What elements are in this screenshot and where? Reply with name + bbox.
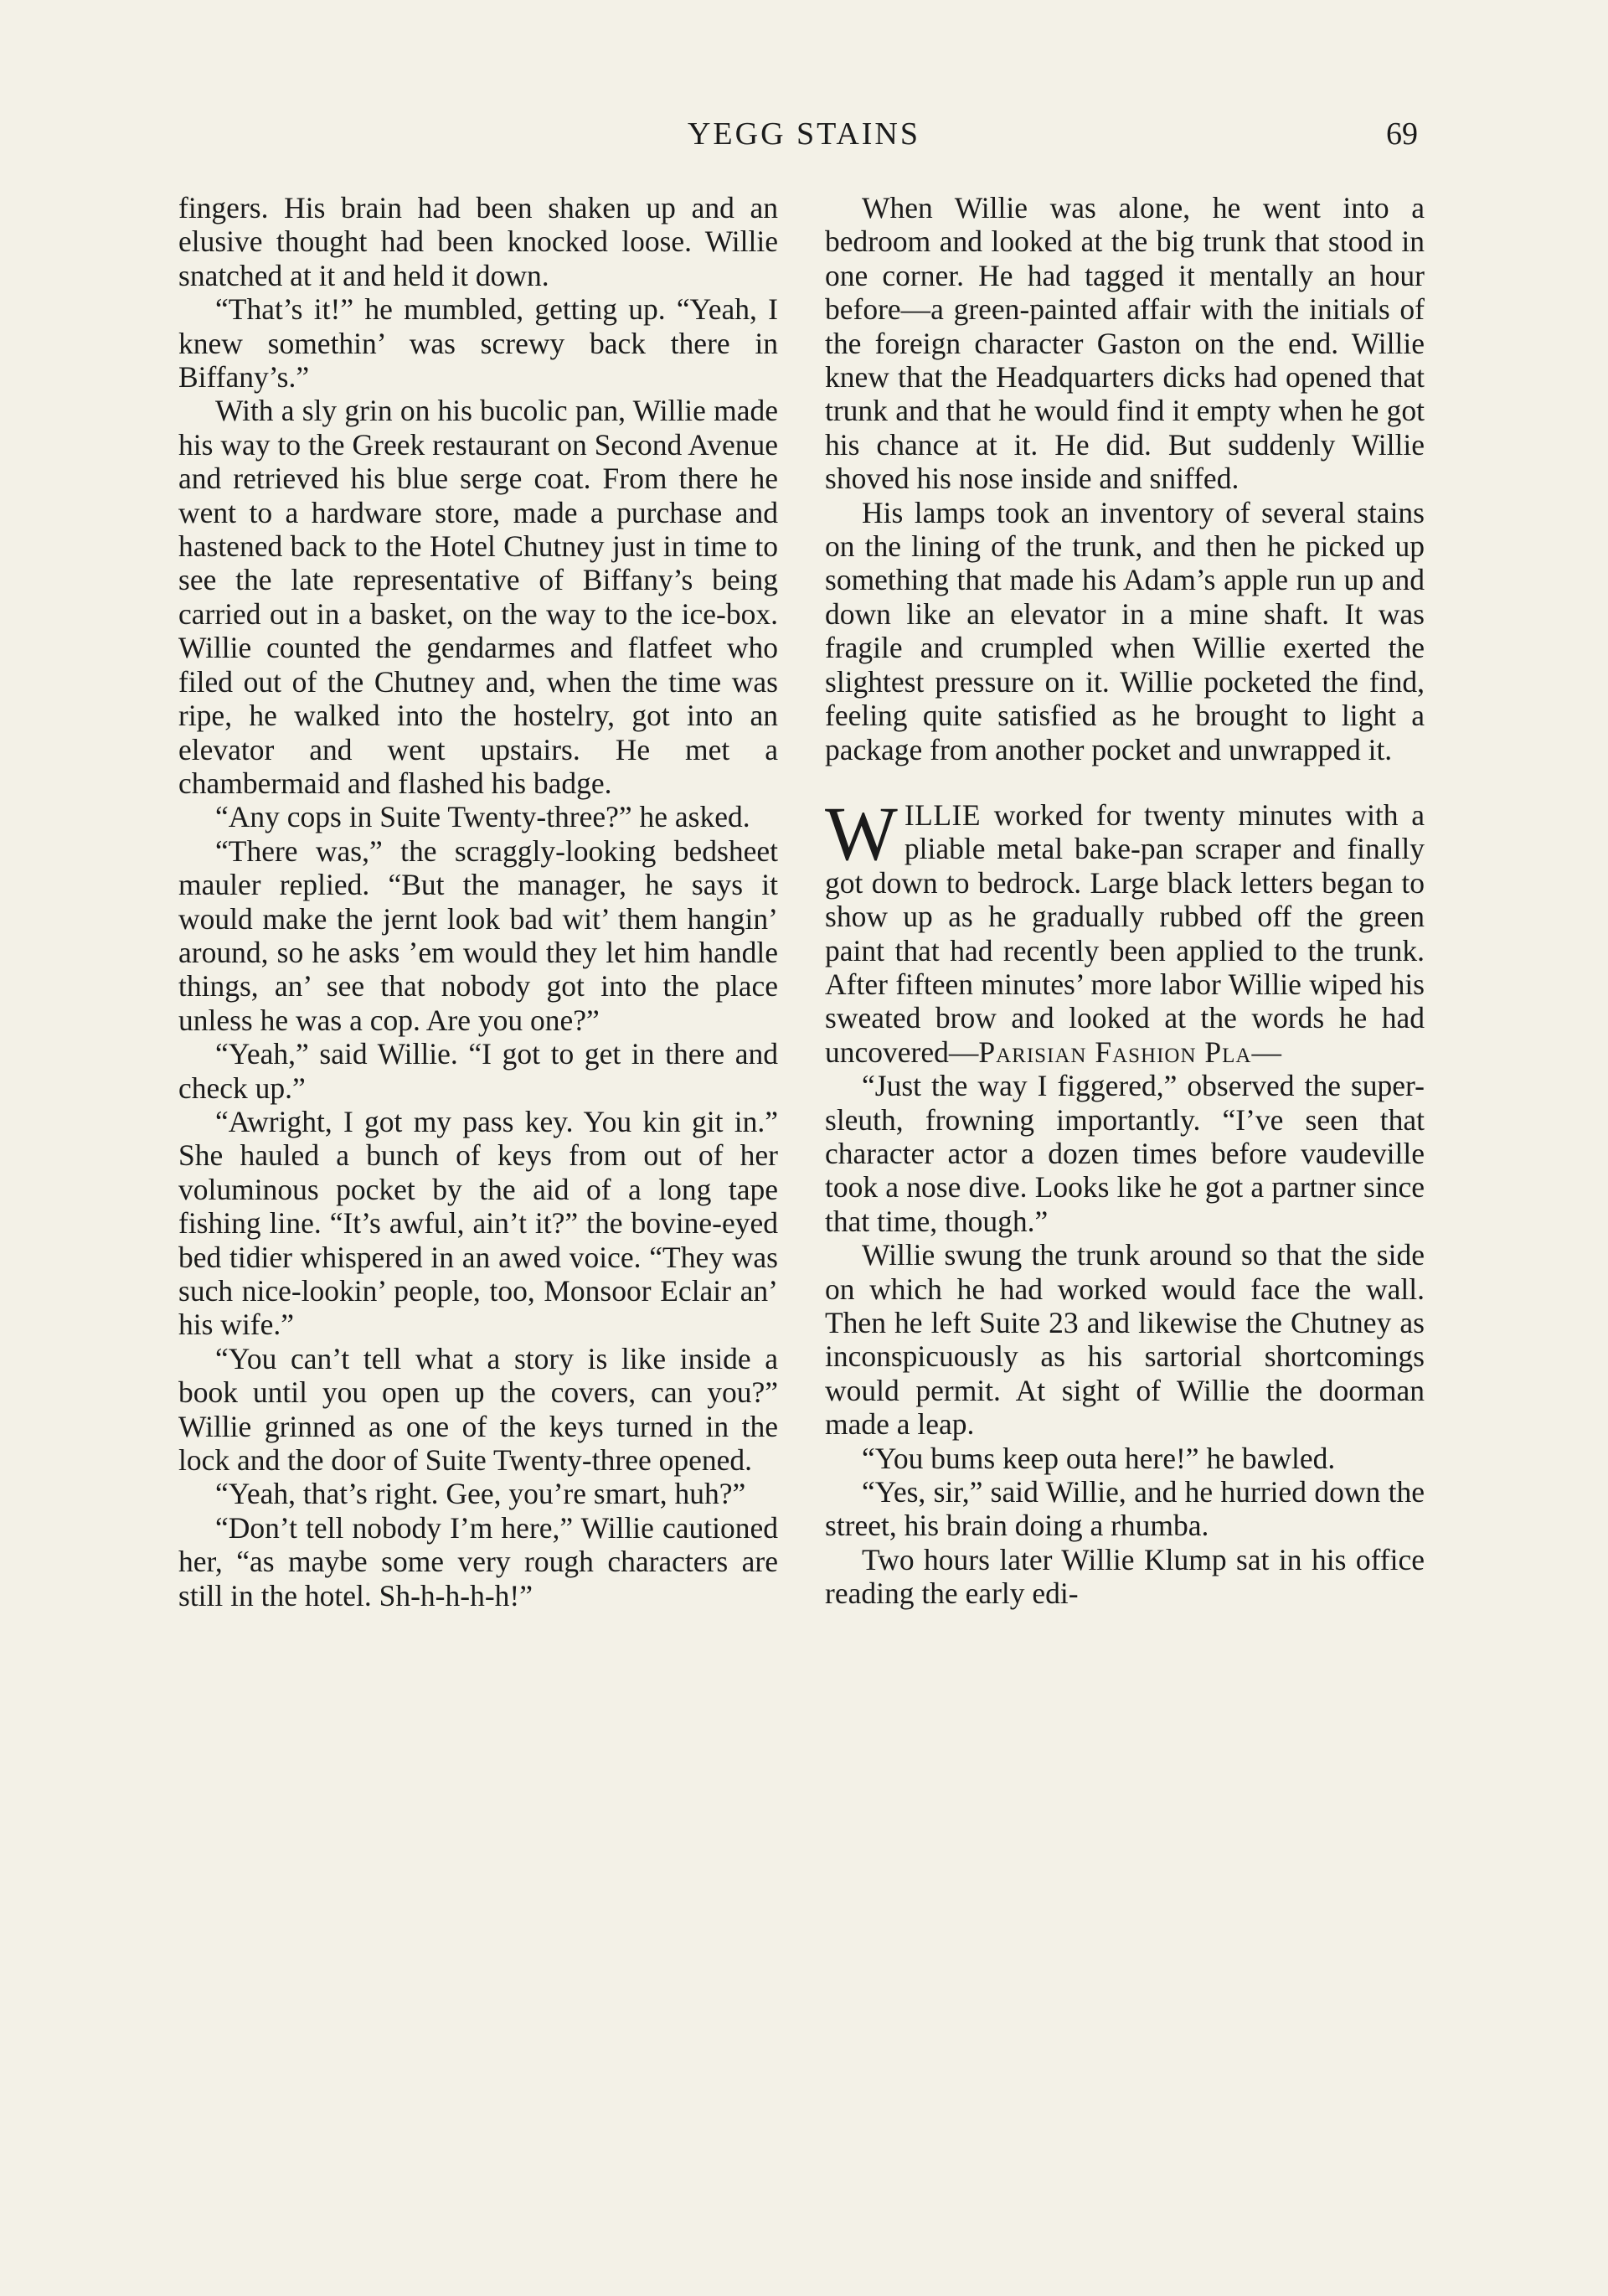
paragraph-end-dash: — xyxy=(1251,1034,1281,1069)
page-number: 69 xyxy=(1386,116,1418,152)
paragraph-text: worked for twenty minutes with a pliable metal bake-pan scraper and finally got down to bedrock. Large black letters began to show up as he gradually rubbed off the green paint that had recently been applied to the trunk. After fifteen minutes’ more labor Willie wiped his sweated brow and looked at the words he had uncovered— xyxy=(825,797,1425,1069)
paragraph: Two hours later Willie Klump sat in his office reading the early edi- xyxy=(825,1542,1425,1611)
paragraph: When Willie was alone, he went into a bedroom and looked at the big trunk that stood in one corner. He had tagged it mentally an hour before—a green-painted affair with the initials of the foreign character Gaston on the end. Willie knew that the Headquarters dicks had opened that trunk and that he would find it empty when he got his chance at it. He did. But suddenly Willie shoved his nose inside and sniffed. xyxy=(825,191,1425,496)
paragraph: Willie swung the trunk around so that the side on which he had worked would face the wall. Then he left Suite 23 and likewise the Chutney as inconspicuously as his sartorial shortcomings would permit. At sight of Willie the doorman made a leap. xyxy=(825,1238,1425,1442)
left-column xyxy=(178,191,778,1612)
paragraph: “Just the way I figgered,” observed the super-sleuth, frowning importantly. “I’ve seen that character actor a dozen times before vaudeville took a nose dive. Looks like he got a partner since that time, though.” xyxy=(825,1069,1425,1238)
right-column xyxy=(825,191,1425,1611)
paragraph: “Any cops in Suite Twenty-three?” he asked. xyxy=(215,800,750,834)
section-break xyxy=(825,766,1425,798)
paragraph: With a sly grin on his bucolic pan, Willie made his way to the Greek restaurant on Second Avenue and retrieved his blue serge coat. From there he went to a hardware store, made a purchase and hastened back to the Hotel Chutney just in time to see the late representative of Biffany’s being carried out in a basket, on the way to the ice-box. Willie counted the gendarmes and flatfeet who filed out of the Chutney and, when the time was ripe, he walked into the hostelry, got into an elevator and went upstairs. He met a chambermaid and flashed his badge. xyxy=(178,394,778,800)
paragraph: “There was,” the scraggly-looking bedsheet mauler replied. “But the manager, he says it would make the jernt look bad wit’ them hangin’ around, so he asks ’em would they let him handle things, an’ see that nobody got into the place unless he was a cop. Are you one?” xyxy=(178,833,778,1037)
running-title: YEGG STAINS xyxy=(687,116,920,152)
section-opening-paragraph xyxy=(825,790,1425,1069)
paragraph: “Awright, I got my pass key. You kin git in.” She hauled a bunch of keys from out of her voluminous pocket by the aid of a long tape fishing line. “It’s awful, ain’t it?” the bovine-eyed bed tidier whispered in an awed voice. “They was such nice-lookin’ people, too, Monsoor Eclair an’ his wife.” xyxy=(178,1104,778,1342)
paragraph: “Don’t tell nobody I’m here,” Willie cautioned her, “as maybe some very rough characters are still in the hotel. Sh-h-h-h-h!” xyxy=(178,1510,778,1612)
running-head xyxy=(0,116,1608,157)
paragraph: “That’s it!” he mumbled, getting up. “Yeah, I knew somethin’ was screwy back there in Biffany’s.” xyxy=(178,292,778,395)
paragraph: fingers. His brain had been shaken up and an elusive thought had been knocked loose. Willie snatched at it and held it down. xyxy=(178,191,778,292)
opening-caps: ILLIE xyxy=(904,797,982,832)
drop-cap: W xyxy=(825,790,898,876)
paragraph: “Yeah, that’s right. Gee, you’re smart, huh?” xyxy=(215,1477,746,1511)
paragraph: “Yeah,” said Willie. “I got to get in there and check up.” xyxy=(178,1037,778,1105)
paragraph: “Yes, sir,” said Willie, and he hurried down the street, his brain doing a rhumba. xyxy=(825,1475,1425,1543)
paragraph: “You can’t tell what a story is like inside a book until you open up the covers, can you?” Willie grinned as one of the keys turned in the lock and the door of Suite Twenty-three opened. xyxy=(178,1341,778,1478)
paragraph: “You bums keep outa here!” he bawled. xyxy=(862,1441,1336,1475)
paragraph: His lamps took an inventory of several stains on the lining of the trunk, and then he picked up something that made his Adam’s apple run up and down like an elevator in a mine shaft. It was fragile and crumpled when Willie exerted the slightest pressure on it. Willie pocketed the find, feeling quite satisfied as he brought to light a package from another pocket and unwrapped it. xyxy=(825,495,1425,766)
uncovered-words: Parisian Fashion Pla xyxy=(978,1034,1252,1069)
